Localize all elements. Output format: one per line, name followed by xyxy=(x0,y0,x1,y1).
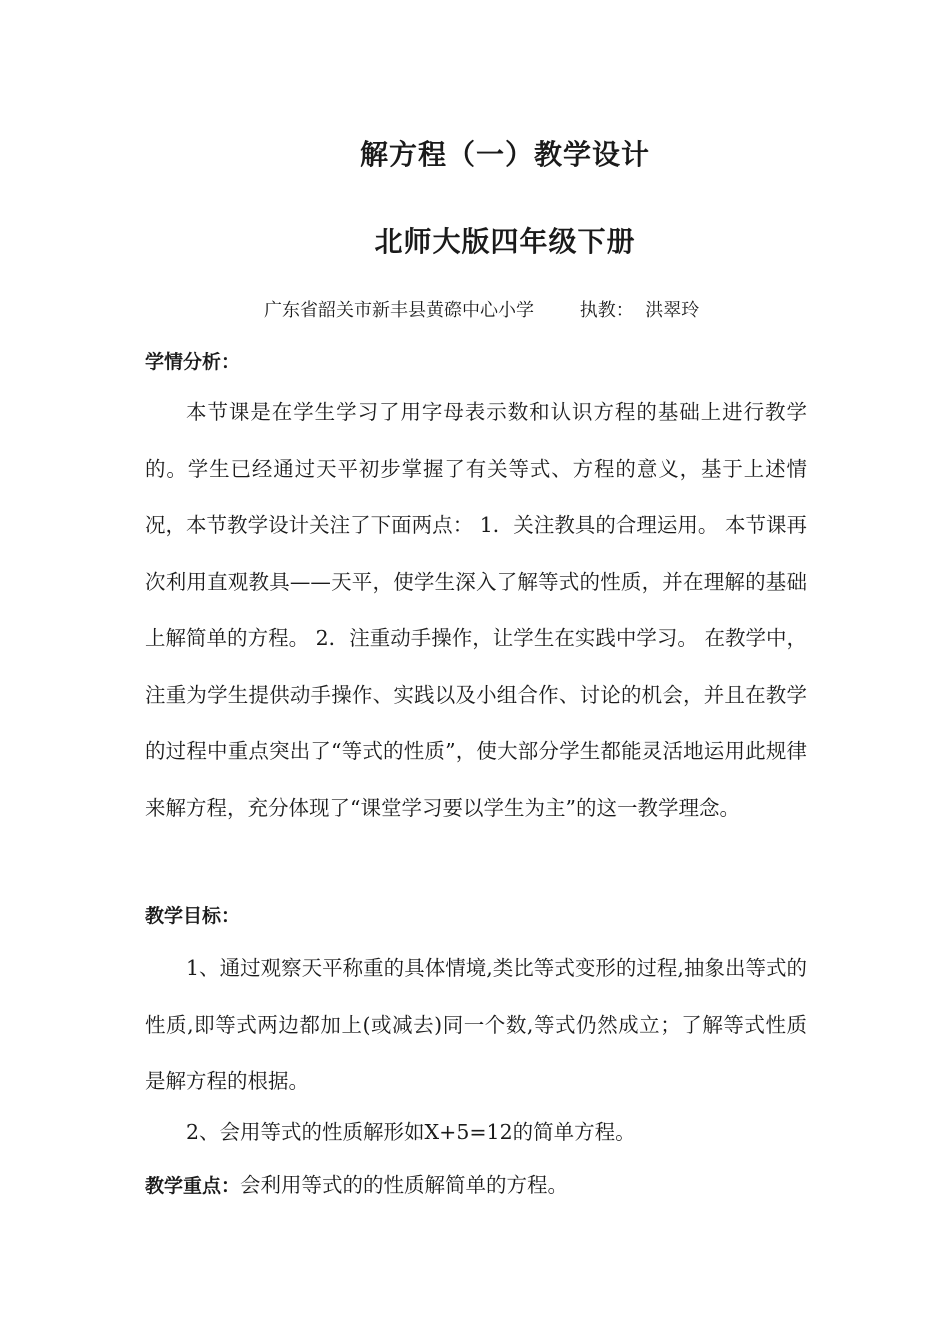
goal-item-1: 1、通过观察天平称重的具体情境,类比等式变形的过程,抽象出等式的性质,即等式两边都加上(或减去)同一个数,等式仍然成立；了解等式性质是解方程的根据。 xyxy=(145,956,807,1093)
document-subtitle: 北师大版四年级下册 xyxy=(374,225,636,258)
key-point-label: 教学重点： xyxy=(145,1175,241,1197)
key-point-text: 会利用等式的的性质解简单的方程。 xyxy=(240,1173,569,1197)
analysis-heading: 学情分析： xyxy=(145,351,241,373)
byline xyxy=(264,296,699,322)
document-title: 解方程（一）教学设计 xyxy=(359,138,650,171)
goal-item-2: 2、会用等式的性质解形如X+5=12的简单方程。 xyxy=(186,1120,636,1144)
goals-heading: 教学目标： xyxy=(145,905,241,927)
analysis-paragraph: 本节课是在学生学习了用字母表示数和认识方程的基础上进行教学的。学生已经通过天平初步掌握了有关等式、方程的意义，基于上述情况，本节教学设计关注了下面两点： 1．关注教具的合理运用。 本节课再次利用直观教具——天平，使学生深入了解等式的性质，并在理解的基础上解简单的方程。 2．注重动手操作，让学生在实践中学习。 在教学中，注重为学生提供动手操作、实践以及小组合作、讨论的机会，并且在教学的过程中重点突出了“等式的性质”，使大部分学生都能灵活地运用此规律来解方程，充分体现了“课堂学习要以学生为主”的这一教学理念。 xyxy=(145,400,807,820)
school-name: 广东省韶关市新丰县黄磜中心小学 xyxy=(264,300,534,321)
teacher-name: 洪翠玲 xyxy=(645,300,700,321)
key-point-paragraph xyxy=(145,1157,807,1215)
teacher-label: 执教： xyxy=(579,300,634,321)
